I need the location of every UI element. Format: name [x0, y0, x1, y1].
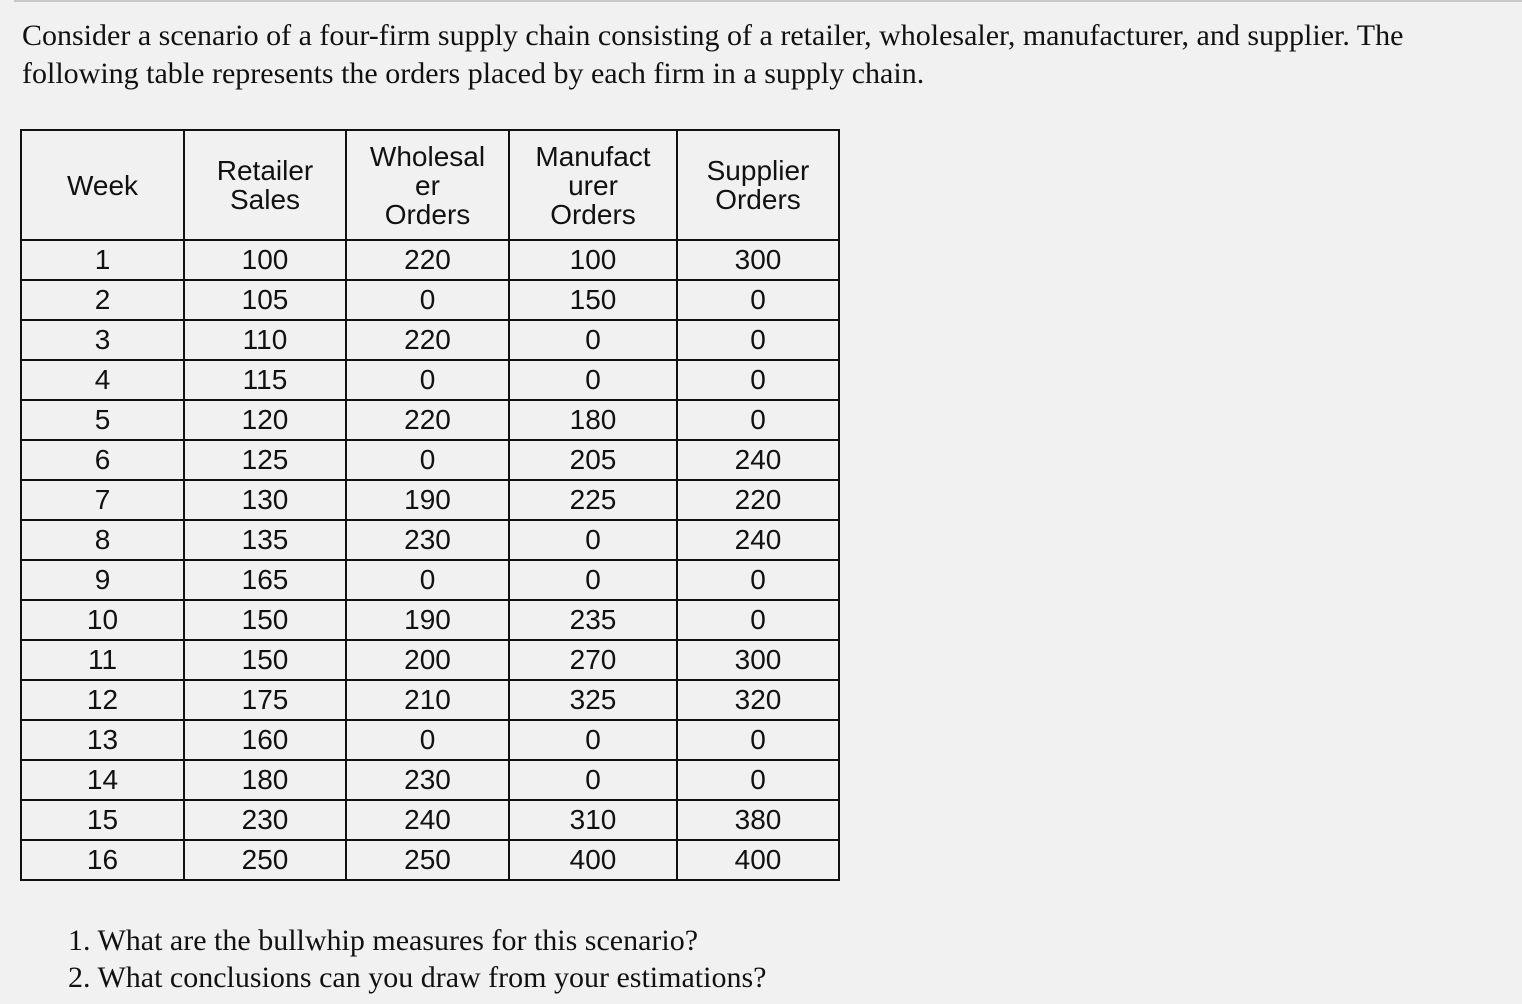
- table-row: [21, 640, 839, 680]
- table-row: [21, 680, 839, 720]
- cell-supplier-orders: 240: [677, 520, 839, 560]
- cell-week: 15: [21, 800, 184, 840]
- top-divider: [14, 0, 1522, 2]
- cell-supplier-orders: 0: [677, 400, 839, 440]
- cell-supplier-orders: 0: [677, 600, 839, 640]
- cell-week: 4: [21, 360, 184, 400]
- cell-supplier-orders: 0: [677, 320, 839, 360]
- cell-manufacturer-orders: 100: [509, 240, 677, 280]
- cell-wholesaler-orders: 0: [346, 360, 509, 400]
- table-row: [21, 520, 839, 560]
- cell-retailer-sales: 180: [184, 760, 346, 800]
- cell-week: 13: [21, 720, 184, 760]
- cell-supplier-orders: 0: [677, 760, 839, 800]
- table-row: [21, 800, 839, 840]
- cell-wholesaler-orders: 230: [346, 520, 509, 560]
- cell-week: 10: [21, 600, 184, 640]
- cell-wholesaler-orders: 210: [346, 680, 509, 720]
- cell-retailer-sales: 150: [184, 600, 346, 640]
- cell-week: 8: [21, 520, 184, 560]
- table-row: [21, 840, 839, 880]
- cell-manufacturer-orders: 225: [509, 480, 677, 520]
- cell-manufacturer-orders: 0: [509, 360, 677, 400]
- cell-wholesaler-orders: 200: [346, 640, 509, 680]
- intro-paragraph: Consider a scenario of a four-firm supply chain consisting of a retailer, wholesaler, manufacturer, and supplier. The following table represents the orders placed by each firm in a supply chain.: [22, 19, 1404, 90]
- table-row: [21, 320, 839, 360]
- cell-manufacturer-orders: 150: [509, 280, 677, 320]
- cell-retailer-sales: 100: [184, 240, 346, 280]
- cell-wholesaler-orders: 0: [346, 440, 509, 480]
- table-row: [21, 400, 839, 440]
- header-wholesaler-orders: Wholesal er Orders: [346, 130, 509, 240]
- cell-retailer-sales: 250: [184, 840, 346, 880]
- cell-supplier-orders: 0: [677, 560, 839, 600]
- cell-manufacturer-orders: 325: [509, 680, 677, 720]
- cell-manufacturer-orders: 0: [509, 760, 677, 800]
- table-row: [21, 360, 839, 400]
- cell-manufacturer-orders: 310: [509, 800, 677, 840]
- cell-retailer-sales: 150: [184, 640, 346, 680]
- cell-manufacturer-orders: 400: [509, 840, 677, 880]
- cell-supplier-orders: 380: [677, 800, 839, 840]
- cell-retailer-sales: 165: [184, 560, 346, 600]
- header-week: Week: [21, 130, 184, 240]
- cell-retailer-sales: 230: [184, 800, 346, 840]
- cell-retailer-sales: 160: [184, 720, 346, 760]
- cell-wholesaler-orders: 220: [346, 240, 509, 280]
- cell-week: 11: [21, 640, 184, 680]
- cell-week: 12: [21, 680, 184, 720]
- cell-week: 7: [21, 480, 184, 520]
- table-row: [21, 560, 839, 600]
- cell-wholesaler-orders: 250: [346, 840, 509, 880]
- header-supplier-orders: Supplier Orders: [677, 130, 839, 240]
- cell-supplier-orders: 240: [677, 440, 839, 480]
- question-item: 1. What are the bullwhip measures for this scenario?: [68, 924, 699, 957]
- cell-manufacturer-orders: 0: [509, 520, 677, 560]
- cell-wholesaler-orders: 0: [346, 560, 509, 600]
- cell-wholesaler-orders: 190: [346, 480, 509, 520]
- cell-wholesaler-orders: 230: [346, 760, 509, 800]
- cell-retailer-sales: 135: [184, 520, 346, 560]
- table-row: [21, 600, 839, 640]
- question-list: [68, 922, 766, 996]
- cell-wholesaler-orders: 0: [346, 280, 509, 320]
- table-row: [21, 440, 839, 480]
- cell-supplier-orders: 400: [677, 840, 839, 880]
- table-row: [21, 280, 839, 320]
- cell-week: 3: [21, 320, 184, 360]
- cell-retailer-sales: 110: [184, 320, 346, 360]
- cell-retailer-sales: 115: [184, 360, 346, 400]
- cell-week: 14: [21, 760, 184, 800]
- cell-manufacturer-orders: 235: [509, 600, 677, 640]
- cell-manufacturer-orders: 0: [509, 560, 677, 600]
- cell-supplier-orders: 0: [677, 720, 839, 760]
- header-manufacturer-orders: Manufact urer Orders: [509, 130, 677, 240]
- cell-retailer-sales: 105: [184, 280, 346, 320]
- cell-wholesaler-orders: 220: [346, 400, 509, 440]
- cell-supplier-orders: 300: [677, 240, 839, 280]
- table-row: [21, 480, 839, 520]
- cell-retailer-sales: 175: [184, 680, 346, 720]
- cell-supplier-orders: 300: [677, 640, 839, 680]
- cell-manufacturer-orders: 270: [509, 640, 677, 680]
- table-row: [21, 760, 839, 800]
- cell-supplier-orders: 320: [677, 680, 839, 720]
- cell-wholesaler-orders: 0: [346, 720, 509, 760]
- cell-week: 16: [21, 840, 184, 880]
- cell-wholesaler-orders: 240: [346, 800, 509, 840]
- cell-retailer-sales: 120: [184, 400, 346, 440]
- cell-supplier-orders: 220: [677, 480, 839, 520]
- cell-week: 1: [21, 240, 184, 280]
- table-header-row: [21, 130, 839, 240]
- cell-wholesaler-orders: 220: [346, 320, 509, 360]
- table-body: [21, 240, 839, 880]
- table-row: [21, 720, 839, 760]
- cell-manufacturer-orders: 0: [509, 720, 677, 760]
- orders-table: [20, 129, 840, 881]
- cell-manufacturer-orders: 205: [509, 440, 677, 480]
- cell-retailer-sales: 125: [184, 440, 346, 480]
- cell-week: 5: [21, 400, 184, 440]
- cell-week: 9: [21, 560, 184, 600]
- cell-week: 6: [21, 440, 184, 480]
- cell-supplier-orders: 0: [677, 280, 839, 320]
- cell-wholesaler-orders: 190: [346, 600, 509, 640]
- cell-manufacturer-orders: 0: [509, 320, 677, 360]
- cell-supplier-orders: 0: [677, 360, 839, 400]
- header-retailer-sales: Retailer Sales: [184, 130, 346, 240]
- cell-retailer-sales: 130: [184, 480, 346, 520]
- cell-week: 2: [21, 280, 184, 320]
- cell-manufacturer-orders: 180: [509, 400, 677, 440]
- table-row: [21, 240, 839, 280]
- question-item: 2. What conclusions can you draw from your estimations?: [68, 961, 767, 994]
